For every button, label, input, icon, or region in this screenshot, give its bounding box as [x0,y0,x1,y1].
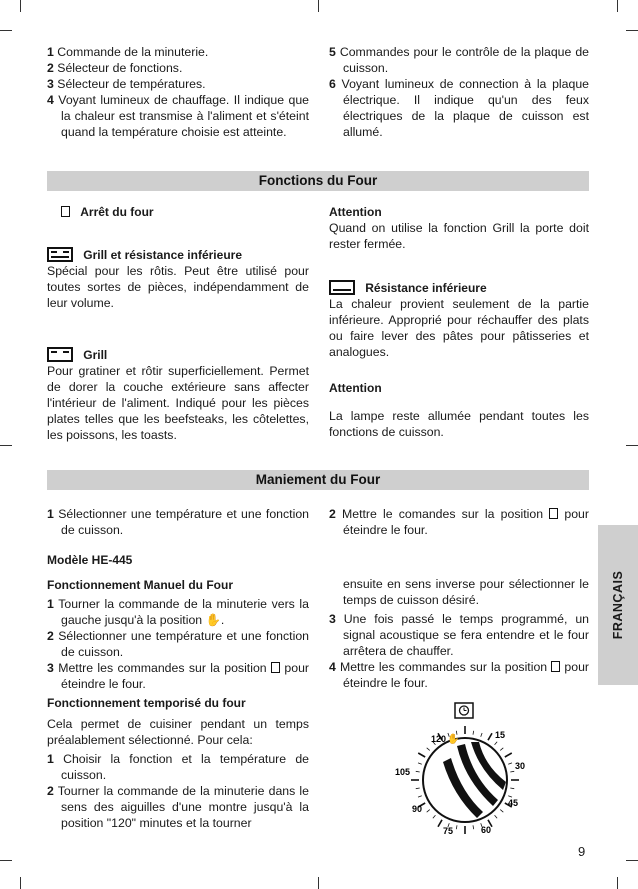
hand-icon: ✋ [447,734,460,745]
dial-label: 45 [508,798,519,808]
dial-tick [495,742,498,745]
crop-mark [0,445,12,446]
off-symbol-icon [549,508,558,519]
language-tab-label: FRANÇAIS [611,570,625,640]
dial-tick [488,733,492,740]
grill-res-heading: Grill et résistance inférieure [47,247,309,263]
step-item: 1 Sélectionner une température et une fonction de cuisson. [47,507,309,537]
attention-heading: Attention [329,205,382,219]
off-symbol-icon [271,662,280,673]
dial-label: 90 [412,804,423,814]
dial-label: 75 [443,826,454,836]
functions-right [329,204,589,440]
page-number: 9 [578,844,586,859]
crop-mark [20,0,21,12]
grill-lower-element-icon [47,247,73,262]
crop-mark [318,0,319,12]
dial-label: 60 [481,825,492,835]
dial-tick [510,788,514,789]
crop-mark [626,445,638,446]
dial-label: 120 [431,734,447,744]
dial-tick [418,796,422,797]
timed-intro: Cela permet de cuisiner pendant un temps préalablement sélectionné. Pour cela: [47,717,309,747]
crop-mark [626,860,638,861]
intro-item: 2 Sélecteur de fonctions. [47,61,183,75]
step-item: 1 Tourner la commande de la minuterie vers la gauche jusqu'à la position ✋. [47,597,309,627]
step-item: 3 Une fois passé le temps programmé, un signal acoustique se fera entendre et le four arrêtera de chauffer. [329,612,590,658]
dial-tick [418,753,425,757]
step-item: 4 Mettre les commandes sur la position pour éteindre le four. [329,660,590,690]
dial-label: 15 [495,730,506,740]
grill-text: Pour gratiner et rôtir superficiellement. Permet de dorer la couche extérieure sans affecter l'intérieur de l'aliment. Indiqué pour les pièces plates telles que les beefsteaks, les côtelettes, les poissons, les toasts. [47,364,309,442]
timer-dial [385,700,545,840]
intro-item: 6 Voyant lumineux de connection à la plaque électrique. Il indique qu'un des feux électriques de la plaque de cuisson est allumé. [329,77,590,139]
crop-mark [0,30,12,31]
intro-right-list [329,44,589,140]
intro-item: 5 Commandes pour le contrôle de la plaque de cuisson. [329,45,589,75]
lower-element-icon [329,280,355,295]
dial-tick [505,753,512,757]
dial-tick [456,825,457,829]
hand-icon: ✋ [205,613,221,627]
dial-tick [508,796,512,797]
crop-mark [318,877,319,889]
crop-mark [617,0,618,12]
dial-tick [427,810,430,813]
dial-label: 105 [395,767,411,777]
crop-mark [0,860,12,861]
dial-tick [481,733,482,737]
functions-left [47,204,309,443]
dial-label: 30 [515,761,526,771]
intro-item: 1 Commande de la minuterie. [47,45,209,59]
timed-heading: Fonctionnement temporisé du four [47,696,246,710]
crop-mark [20,877,21,889]
attention-text: La lampe reste allumée pendant toutes les fonctions de cuisson. [329,409,589,439]
crop-mark [617,877,618,889]
res-inf-text: La chaleur provient seulement de la partie inférieure. Approprié pour réchauffer des plats ou faire lever des pâtes pour pâtisseries et analogues. [329,297,589,359]
intro-item: 3 Sélecteur de températures. [47,77,206,91]
dial-tick [418,763,422,764]
manual-heading: Fonctionnement Manuel du Four [47,578,233,592]
grill-icon [47,347,73,362]
grill-heading: Grill [47,347,309,363]
section-title-fonctions: Fonctions du Four [47,171,589,191]
timed-continuation: ensuite en sens inverse pour sélectionner le temps de cuisson désiré. [343,577,589,607]
usage-right [329,506,589,691]
step-item: 2 Sélectionner une température et une fonction de cuisson. [47,629,309,659]
dial-tick [508,763,512,764]
off-symbol-icon [551,661,560,672]
usage-left [47,506,309,831]
res-inf-heading: Résistance inférieure [329,280,589,296]
attention-heading: Attention [329,381,382,395]
page-corner [0,0,1,1]
grill-res-text: Spécial pour les rôtis. Peut être utilisé pour toutes sortes de pièces, indépendamment de leur volume. [47,264,309,310]
off-symbol-icon [61,206,70,217]
model-name: Modèle HE-445 [47,553,133,567]
crop-mark [626,30,638,31]
intro-left-list [47,44,309,140]
dial-tick [473,825,474,829]
step-item: 3 Mettre les commandes sur la position pour éteindre le four. [47,661,310,691]
dial-tick [416,788,420,789]
dial-tick [416,771,420,772]
dial-tick [427,748,430,751]
step-item: 2 Tourner la commande de la minuterie dans le sens des aiguilles d'une montre jusqu'à la position "120" minutes et la tourner [47,784,309,830]
step-item: 1 Choisir la fonction et la température de cuisson. [47,752,309,782]
section-title-maniement: Maniement du Four [47,470,589,490]
dial-tick [510,771,514,772]
step-item: 2 Mettre le comandes sur la position pour éteindre le four. [329,507,589,537]
language-tab [598,525,638,685]
dial-tick [473,731,474,735]
dial-tick [438,820,442,827]
dial-tick [433,815,436,818]
dial-tick [500,748,503,751]
intro-item: 4 Voyant lumineux de chauffage. Il indique que la chaleur est transmise à l'aliment et s'éteint quand la température choisie est atteinte. [47,93,309,139]
attention-text: Quand on utilise la fonction Grill la porte doit rester fermée. [329,221,589,251]
dial-tick [495,815,498,818]
dial-tick [500,810,503,813]
off-function: Arrêt du four [61,204,309,220]
